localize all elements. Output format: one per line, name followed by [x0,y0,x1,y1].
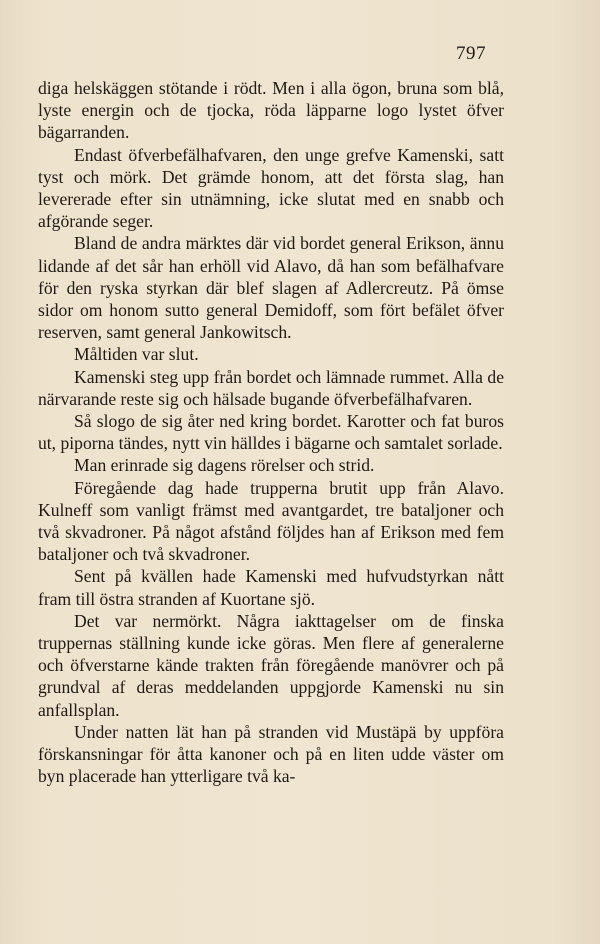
paragraph-8: Föregående dag hade trupperna brutit upp från Alavo. Kulneff som vanligt främst med avantgardet, tre bataljoner och två skvadroner. På något afstånd följdes han af Erikson med fem bataljoner och två skvadroner. [38,477,504,565]
paragraph-9: Sent på kvällen hade Kamenski med hufvudstyrkan nått fram till östra stranden af Kuortane sjö. [38,566,504,609]
paragraph-6: Så slogo de sig åter ned kring bordet. Karotter och fat buros ut, piporna tändes, nytt vin hälldes i bägarne och samtalet sorlade. [38,411,504,454]
body-text [38,77,504,788]
paragraph-2: Endast öfverbefälhafvaren, den unge grefve Kamenski, satt tyst och mörk. Det grämde honom, att det första slag, han levererade efter sin utnämning, icke slutat med en snabb och afgörande seger. [38,144,504,232]
paragraph-10: Det var nermörkt. Några iakttagelser om de finska truppernas ställning kunde icke göras. Men flere af generalerne och öfverstarne kände trakten från föregående manövrer och på grundval af deras meddelanden uppgjorde Kamenski nu sin anfallsplan. [38,610,504,720]
paragraph-3: Bland de andra märktes där vid bordet general Erikson, ännu lidande af det sår han erhöll vid Alavo, då han som befälhafvare för den ryska styrkan där blef slagen af Adlercreutz. På ömse sidor om honom sutto general Demidoff, som fört befälet öfver reserven, samt general Jankowitsch. [38,233,504,343]
paragraph-5: Kamenski steg upp från bordet och lämnade rummet. Alla de närvarande reste sig och hälsade bugande öfverbefälhafvaren. [38,366,504,409]
paragraph-4: Måltiden var slut. [74,344,199,365]
page-number: 797 [456,43,486,64]
paragraph-1: diga helskäggen stötande i rödt. Men i alla ögon, bruna som blå, lyste energin och de tjocka, röda läpparne logo lystet öfver bägarranden. [38,78,504,143]
paragraph-7: Man erinrade sig dagens rörelser och strid. [74,455,375,476]
paragraph-11: Under natten lät han på stranden vid Mustäpä by uppföra förskansningar för åtta kanoner och på en liten udde väster om byn placerade han ytterligare två ka- [38,721,504,787]
